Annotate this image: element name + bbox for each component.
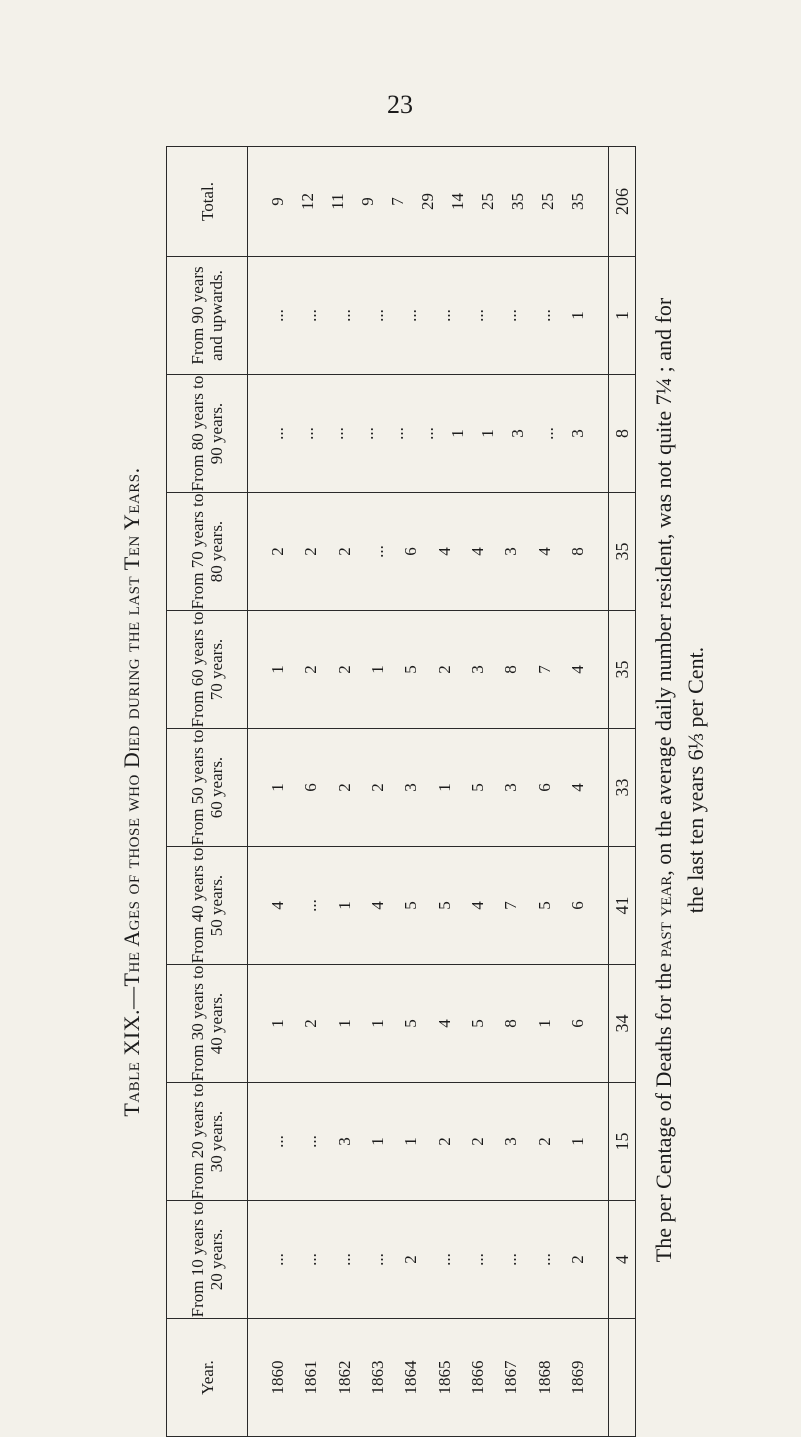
table-cell: 1862 bbox=[334, 1360, 354, 1395]
table-cell: 2 bbox=[334, 783, 354, 792]
header-10-20: From 10 years to 20 years. bbox=[167, 1201, 248, 1319]
total-60-70: 35 bbox=[609, 611, 636, 729]
table-cell: ... bbox=[358, 427, 377, 440]
table-cell: ... bbox=[367, 545, 387, 558]
table-cell: 2 bbox=[434, 1137, 454, 1146]
table-cell: ... bbox=[534, 1253, 554, 1266]
table-cell: 1 bbox=[567, 1137, 587, 1146]
total-70-80: 35 bbox=[609, 493, 636, 611]
header-total: Total. bbox=[167, 147, 248, 257]
table-cell: 2 bbox=[567, 1255, 587, 1264]
table-cell: ... bbox=[467, 309, 487, 322]
table-cell: 5 bbox=[401, 1019, 421, 1028]
table-cell: 2 bbox=[301, 665, 321, 674]
table-cell: 2 bbox=[401, 1255, 421, 1264]
table-cell: ... bbox=[301, 309, 321, 322]
table-cell: 5 bbox=[401, 901, 421, 910]
total-10-20: 4 bbox=[609, 1201, 636, 1319]
footnote-text-a: The per Centage of Deaths for the bbox=[651, 962, 676, 1263]
table-cell: ... bbox=[268, 1135, 287, 1148]
data-row bbox=[248, 147, 609, 1437]
table-cell: ... bbox=[538, 427, 557, 440]
col-20-30 bbox=[248, 1083, 609, 1201]
table-cell: ... bbox=[268, 1253, 287, 1266]
table-cell: 1 bbox=[448, 429, 467, 438]
col-60-70 bbox=[248, 611, 609, 729]
table-cell: 1863 bbox=[367, 1360, 387, 1395]
header-80-90: From 80 years to 90 years. bbox=[167, 375, 248, 493]
table-cell: 6 bbox=[401, 547, 421, 556]
table-cell: 8 bbox=[501, 665, 521, 674]
table-cell: ... bbox=[367, 1253, 387, 1266]
table-cell: 3 bbox=[501, 1137, 521, 1146]
table-cell: 1 bbox=[434, 783, 454, 792]
table-cell: ... bbox=[467, 1253, 487, 1266]
table-cell: 4 bbox=[534, 547, 554, 556]
table-cell: 2 bbox=[434, 665, 454, 674]
table-cell: 3 bbox=[334, 1137, 354, 1146]
table-cell: 11 bbox=[328, 193, 347, 210]
total-grand: 206 bbox=[609, 147, 636, 257]
total-90-up: 1 bbox=[609, 257, 636, 375]
table-cell: 1 bbox=[534, 1019, 554, 1028]
table-cell: 6 bbox=[567, 1019, 587, 1028]
table-cell: 35 bbox=[508, 193, 527, 210]
total-20-30: 15 bbox=[609, 1083, 636, 1201]
table-cell: 2 bbox=[334, 665, 354, 674]
col-10-20 bbox=[248, 1201, 609, 1319]
table-cell: 1 bbox=[334, 1019, 354, 1028]
table-cell: 14 bbox=[448, 193, 467, 210]
table-cell: 25 bbox=[538, 193, 557, 210]
footnote-text-b: past year bbox=[651, 875, 676, 958]
table-cell: 9 bbox=[268, 197, 287, 206]
total-80-90: 8 bbox=[609, 375, 636, 493]
table-cell: 1861 bbox=[301, 1360, 321, 1395]
table-cell: 5 bbox=[534, 901, 554, 910]
table-cell: 4 bbox=[567, 783, 587, 792]
table-cell: 7 bbox=[501, 901, 521, 910]
table-cell: ... bbox=[501, 309, 521, 322]
table-cell: ... bbox=[418, 427, 437, 440]
header-60-70: From 60 years to 70 years. bbox=[167, 611, 248, 729]
table-cell: ... bbox=[268, 309, 287, 322]
table-cell: 1869 bbox=[567, 1360, 587, 1395]
table-cell: 6 bbox=[534, 783, 554, 792]
footnote-line-1 bbox=[648, 160, 680, 1400]
table-cell: ... bbox=[501, 1253, 521, 1266]
table-cell: ... bbox=[334, 309, 354, 322]
table-cell: 3 bbox=[501, 547, 521, 556]
table-cell: 1 bbox=[268, 665, 287, 674]
table-cell: ... bbox=[298, 427, 317, 440]
table-cell: 5 bbox=[467, 783, 487, 792]
table-cell: 8 bbox=[501, 1019, 521, 1028]
table-cell: 3 bbox=[467, 665, 487, 674]
table-cell: 7 bbox=[388, 197, 407, 206]
table-cell: ... bbox=[301, 1135, 321, 1148]
col-70-80 bbox=[248, 493, 609, 611]
col-90-up bbox=[248, 257, 609, 375]
table-cell: ... bbox=[268, 427, 287, 440]
table-cell: 1 bbox=[367, 665, 387, 674]
table-cell: ... bbox=[534, 309, 554, 322]
table-cell: 1 bbox=[478, 429, 497, 438]
table-cell: 4 bbox=[434, 547, 454, 556]
table-cell: 5 bbox=[434, 901, 454, 910]
table-cell: 4 bbox=[467, 901, 487, 910]
table-title-text: The Ages of those who Died during the last Ten Years. bbox=[119, 467, 144, 987]
table-cell: 2 bbox=[534, 1137, 554, 1146]
table-cell: 1 bbox=[268, 1019, 287, 1028]
table-cell: 29 bbox=[418, 193, 437, 210]
table-cell: 1860 bbox=[268, 1360, 287, 1395]
table-cell: 5 bbox=[467, 1019, 487, 1028]
table-cell: 8 bbox=[567, 547, 587, 556]
table-cell: 5 bbox=[401, 665, 421, 674]
col-year bbox=[248, 1319, 609, 1437]
table-cell: 1868 bbox=[534, 1360, 554, 1395]
table-cell: 1 bbox=[567, 311, 587, 320]
table-cell: 12 bbox=[298, 193, 317, 210]
table-cell: ... bbox=[328, 427, 347, 440]
table-cell: 1865 bbox=[434, 1360, 454, 1395]
total-30-40: 34 bbox=[609, 965, 636, 1083]
table-cell: 2 bbox=[268, 547, 287, 556]
table-cell: 3 bbox=[508, 429, 527, 438]
total-40-50: 41 bbox=[609, 847, 636, 965]
table-cell: 1 bbox=[367, 1019, 387, 1028]
table-cell: 4 bbox=[467, 547, 487, 556]
table-cell: 2 bbox=[301, 1019, 321, 1028]
header-40-50: From 40 years to 50 years. bbox=[167, 847, 248, 965]
table-cell: 35 bbox=[568, 193, 587, 210]
table-cell: 1867 bbox=[501, 1360, 521, 1395]
ages-at-death-table bbox=[166, 146, 636, 1437]
table-cell: 7 bbox=[534, 665, 554, 674]
header-50-60: From 50 years to 60 years. bbox=[167, 729, 248, 847]
table-cell: 2 bbox=[467, 1137, 487, 1146]
table-cell: 1 bbox=[334, 901, 354, 910]
table-cell: 1 bbox=[401, 1137, 421, 1146]
col-50-60 bbox=[248, 729, 609, 847]
table-cell: ... bbox=[367, 309, 387, 322]
rotated-table-block bbox=[112, 147, 632, 1437]
table-title-prefix: Table XIX. bbox=[119, 1008, 144, 1117]
table-cell: 25 bbox=[478, 193, 497, 210]
table-title-dash: — bbox=[119, 986, 144, 1009]
table-cell: 6 bbox=[567, 901, 587, 910]
footnote-line-2: the last ten years 6⅓ per Cent. bbox=[683, 646, 708, 914]
table-cell: 4 bbox=[434, 1019, 454, 1028]
table-cell: 4 bbox=[268, 901, 287, 910]
col-30-40 bbox=[248, 965, 609, 1083]
table-cell: ... bbox=[401, 309, 421, 322]
total-50-60: 33 bbox=[609, 729, 636, 847]
footnote-text-c: , on the average daily number resident, was not quite 7¼ ; and for bbox=[651, 297, 676, 876]
table-cell: 9 bbox=[358, 197, 377, 206]
page-number: 23 bbox=[387, 90, 413, 119]
header-20-30: From 20 years to 30 years. bbox=[167, 1083, 248, 1201]
total-year bbox=[609, 1319, 636, 1437]
header-year: Year. bbox=[167, 1319, 248, 1437]
header-row bbox=[167, 147, 248, 1437]
footnote-block bbox=[648, 160, 758, 1400]
totals-row bbox=[609, 147, 636, 1437]
table-cell: 2 bbox=[301, 547, 321, 556]
header-30-40: From 30 years to 40 years. bbox=[167, 965, 248, 1083]
header-90-up: From 90 years and upwards. bbox=[167, 257, 248, 375]
table-cell: 2 bbox=[367, 783, 387, 792]
table-cell: 4 bbox=[367, 901, 387, 910]
footnote bbox=[648, 160, 758, 1400]
table-cell: 1864 bbox=[401, 1360, 421, 1395]
table-cell: 2 bbox=[334, 547, 354, 556]
table-cell: 3 bbox=[568, 429, 587, 438]
table-cell: ... bbox=[334, 1253, 354, 1266]
table-cell: ... bbox=[301, 1253, 321, 1266]
table-cell: ... bbox=[388, 427, 407, 440]
table-cell: 1 bbox=[268, 783, 287, 792]
table-cell: ... bbox=[301, 899, 321, 912]
table-cell: 6 bbox=[301, 783, 321, 792]
table-cell: 1866 bbox=[467, 1360, 487, 1395]
table-cell: 3 bbox=[501, 783, 521, 792]
table-cell: ... bbox=[434, 1253, 454, 1266]
table-cell: 3 bbox=[401, 783, 421, 792]
table-cell: 4 bbox=[567, 665, 587, 674]
col-40-50 bbox=[248, 847, 609, 965]
col-total bbox=[248, 147, 609, 257]
table-title bbox=[112, 147, 152, 1437]
table-cell: ... bbox=[434, 309, 454, 322]
header-70-80: From 70 years to 80 years. bbox=[167, 493, 248, 611]
table-cell: 1 bbox=[367, 1137, 387, 1146]
col-80-90 bbox=[248, 375, 609, 493]
